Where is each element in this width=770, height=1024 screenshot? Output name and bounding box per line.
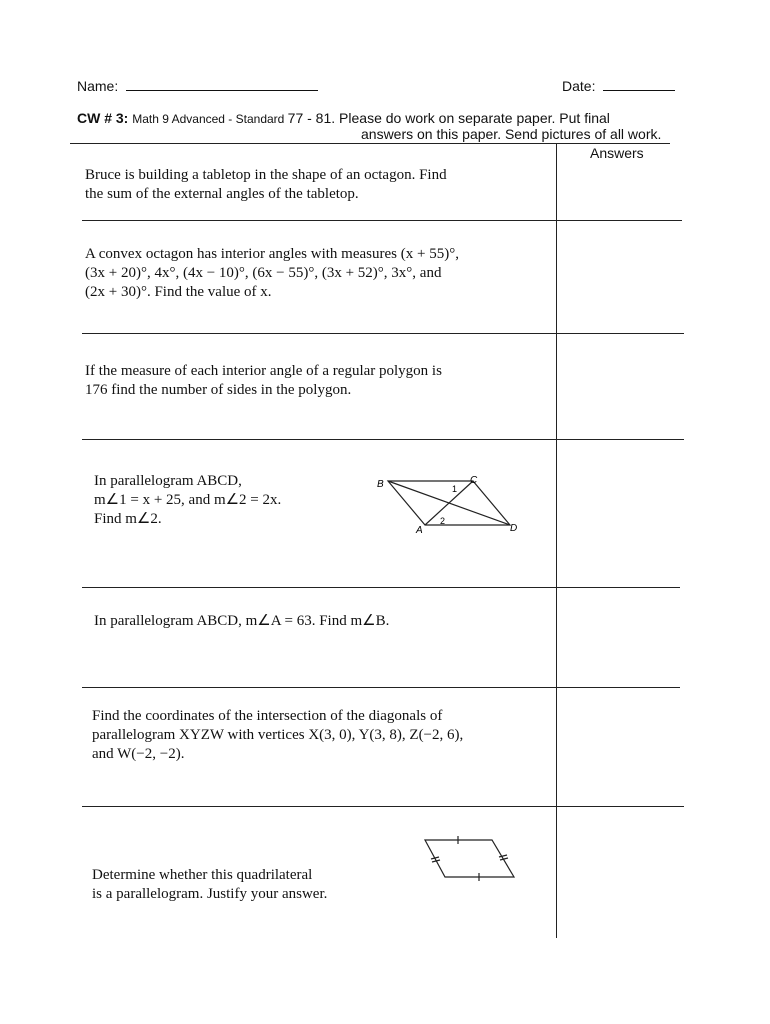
question-7-line: Determine whether this quadrilateral: [92, 867, 313, 883]
answers-header: Answers: [590, 145, 644, 161]
angle-label-1: 1: [452, 484, 458, 494]
question-4-line: m∠1 = x + 25, and m∠2 = 2x.: [94, 492, 282, 508]
diagonal-ca: [425, 481, 473, 525]
question-5: [94, 612, 389, 631]
question-3-line: 176 find the number of sides in the polygon.: [85, 382, 352, 398]
row-divider-4: [82, 587, 680, 588]
date-label: Date:: [562, 78, 596, 94]
quadrilateral-outline: [425, 840, 514, 877]
question-2: [85, 245, 459, 302]
parallelogram-abcd-figure: [370, 470, 520, 540]
question-4-line: Find m∠2.: [94, 511, 162, 527]
cw-label: CW # 3:: [77, 110, 129, 126]
row-divider-5: [82, 687, 680, 688]
tick-mark-right-1: [499, 855, 507, 857]
row-divider-6: [82, 806, 684, 807]
row-divider-1: [82, 220, 682, 221]
course-name: Math 9 Advanced: [132, 112, 225, 126]
question-7: [92, 866, 327, 904]
question-6-line: parallelogram XYZW with vertices X(3, 0), Y(3, 8), Z(−2, 6),: [92, 727, 464, 743]
question-2-line: (3x + 20)°, 4x°, (4x − 10)°, (6x − 55)°, (3x + 52)°, 3x°, and: [85, 265, 442, 281]
name-field[interactable]: [126, 77, 318, 91]
vertex-label-a: A: [416, 525, 423, 536]
date-field[interactable]: [603, 77, 675, 91]
table-top-rule: [70, 143, 670, 144]
question-1-line: the sum of the external angles of the tabletop.: [85, 186, 359, 202]
question-1-line: Bruce is building a tabletop in the shape of an octagon. Find: [85, 167, 447, 183]
standard-label: - Standard: [224, 112, 288, 126]
question-1: [85, 166, 447, 204]
question-4-line: In parallelogram ABCD,: [94, 473, 242, 489]
question-2-line: (2x + 30)°. Find the value of x.: [85, 284, 272, 300]
date-line: [562, 77, 675, 94]
question-6-line: Find the coordinates of the intersection of the diagonals of: [92, 708, 443, 724]
answer-column-divider: [556, 143, 557, 938]
vertex-label-d: D: [510, 523, 518, 534]
row-divider-3: [82, 439, 684, 440]
row-divider-2: [82, 333, 684, 334]
question-5-line: In parallelogram ABCD, m∠A = 63. Find m∠B.: [94, 613, 390, 629]
name-label: Name:: [77, 78, 119, 94]
question-4: [94, 472, 281, 529]
question-6-line: and W(−2, −2).: [92, 746, 185, 762]
vertex-label-c: C: [470, 475, 478, 486]
question-6: [92, 707, 463, 764]
assignment-line: [77, 110, 610, 126]
vertex-label-b: B: [377, 479, 384, 490]
instructions-line-1: . Please do work on separate paper. Put final: [331, 110, 610, 126]
question-7-line: is a parallelogram. Justify your answer.: [92, 886, 328, 902]
question-2-line: A convex octagon has interior angles with measures (x + 55)°,: [85, 246, 459, 262]
question-3-line: If the measure of each interior angle of a regular polygon is: [85, 363, 442, 379]
angle-label-2: 2: [440, 516, 446, 526]
instructions-line-2: answers on this paper. Send pictures of all work.: [361, 126, 662, 142]
quadrilateral-figure: [420, 832, 520, 884]
name-line: [77, 77, 318, 94]
question-3: [85, 362, 442, 400]
standard-numbers: 77 - 81: [287, 110, 332, 126]
